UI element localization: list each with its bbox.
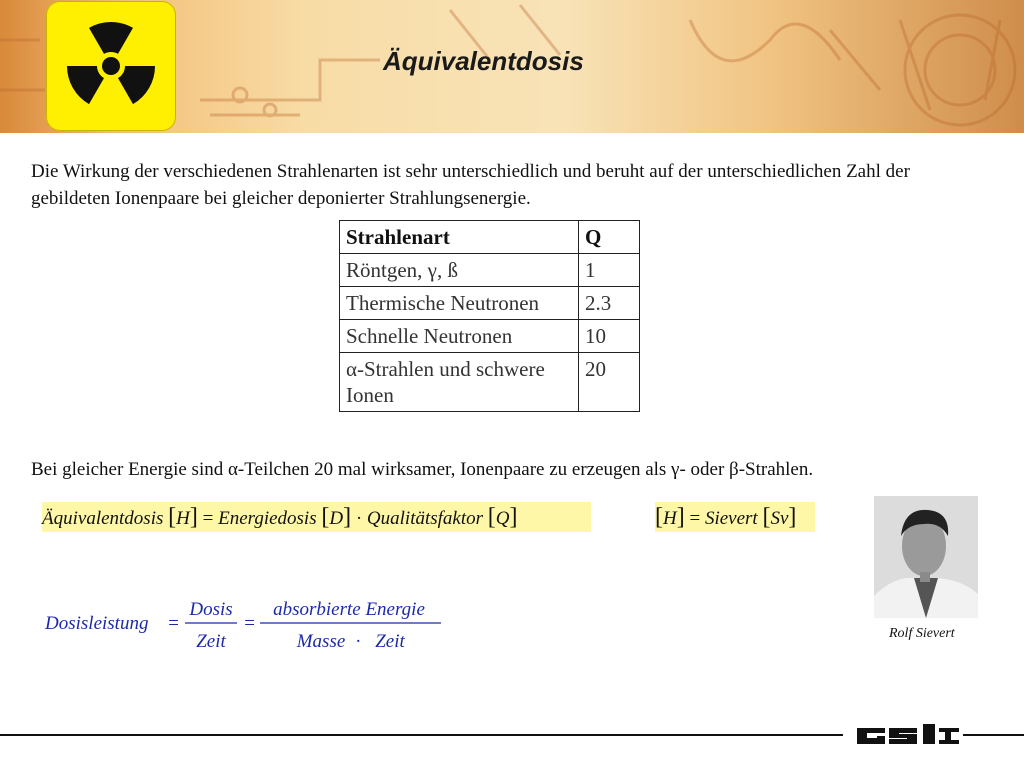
table-cell: α-Strahlen und schwere Ionen [340,353,579,412]
equals-sign: = [243,613,256,634]
table-header: Strahlenart [340,221,579,254]
table-row [340,353,640,412]
gsi-logo [855,720,961,750]
formula-term: Energiedosis [218,508,317,529]
quality-factor-table [339,220,640,412]
formula-symbol: H [663,508,677,529]
footer-divider [963,734,1024,736]
table-row [340,320,640,353]
photo-caption: Rolf Sievert [889,626,955,641]
equals-sign: = [167,613,180,634]
formula-symbol: D [329,508,344,529]
table-header-row [340,221,640,254]
fraction-denominator: Masse [296,631,346,652]
table-header: Q [579,221,640,254]
fraction-numerator: Dosis [189,599,233,620]
fraction-numerator: absorbierte Energie [273,599,425,620]
formula-term: Äquivalentdosis [42,508,164,529]
formula-symbol: H [176,508,190,529]
table-cell: Thermische Neutronen [340,287,579,320]
table-cell: 10 [579,320,640,353]
logo-text: GSI [855,749,857,750]
table-cell: 1 [579,254,640,287]
table-row [340,254,640,287]
portrait-photo [874,496,978,618]
formula-lhs: Dosisleistung [45,613,149,634]
header-banner [0,0,1024,133]
radiation-icon [46,1,176,131]
formula-symbol: Sv [770,508,789,529]
portrait-image [874,496,978,618]
page-title: Äquivalentdosis [383,46,584,76]
fraction-denominator: Zeit [196,631,226,652]
intro-paragraph: Die Wirkung der verschiedenen Strahlenarten ist sehr unterschiedlich und beruht auf der unterschiedlichen Zahl der gebildeten Ionenpaare bei gleicher deponierter Strahlungsenergie. [31,161,910,209]
dose-rate-formula [45,595,465,655]
footer-divider [0,734,843,736]
formula-term: Sievert [704,508,758,529]
table-cell: 2.3 [579,287,640,320]
table-row [340,287,640,320]
radiation-logo [46,1,176,131]
multiply-dot: · [355,631,361,652]
formula-term: Qualitätsfaktor [366,508,484,529]
formula-symbol: Q [495,508,510,529]
table-cell: Schnelle Neutronen [340,320,579,353]
equivalent-dose-formula: Äquivalentdosis [H] = Energiedosis [D] · Qualitätsfaktor [Q] [42,502,591,532]
comparison-sentence: Bei gleicher Energie sind α-Teilchen 20 mal wirksamer, Ionenpaare zu erzeugen als γ- oder β-Strahlen. [31,459,814,480]
table-cell: Röntgen, γ, ß [340,254,579,287]
sievert-unit-formula: [H] = Sievert [Sv] [655,502,815,532]
table-cell: 20 [579,353,640,412]
fraction-denominator: Zeit [375,631,405,652]
